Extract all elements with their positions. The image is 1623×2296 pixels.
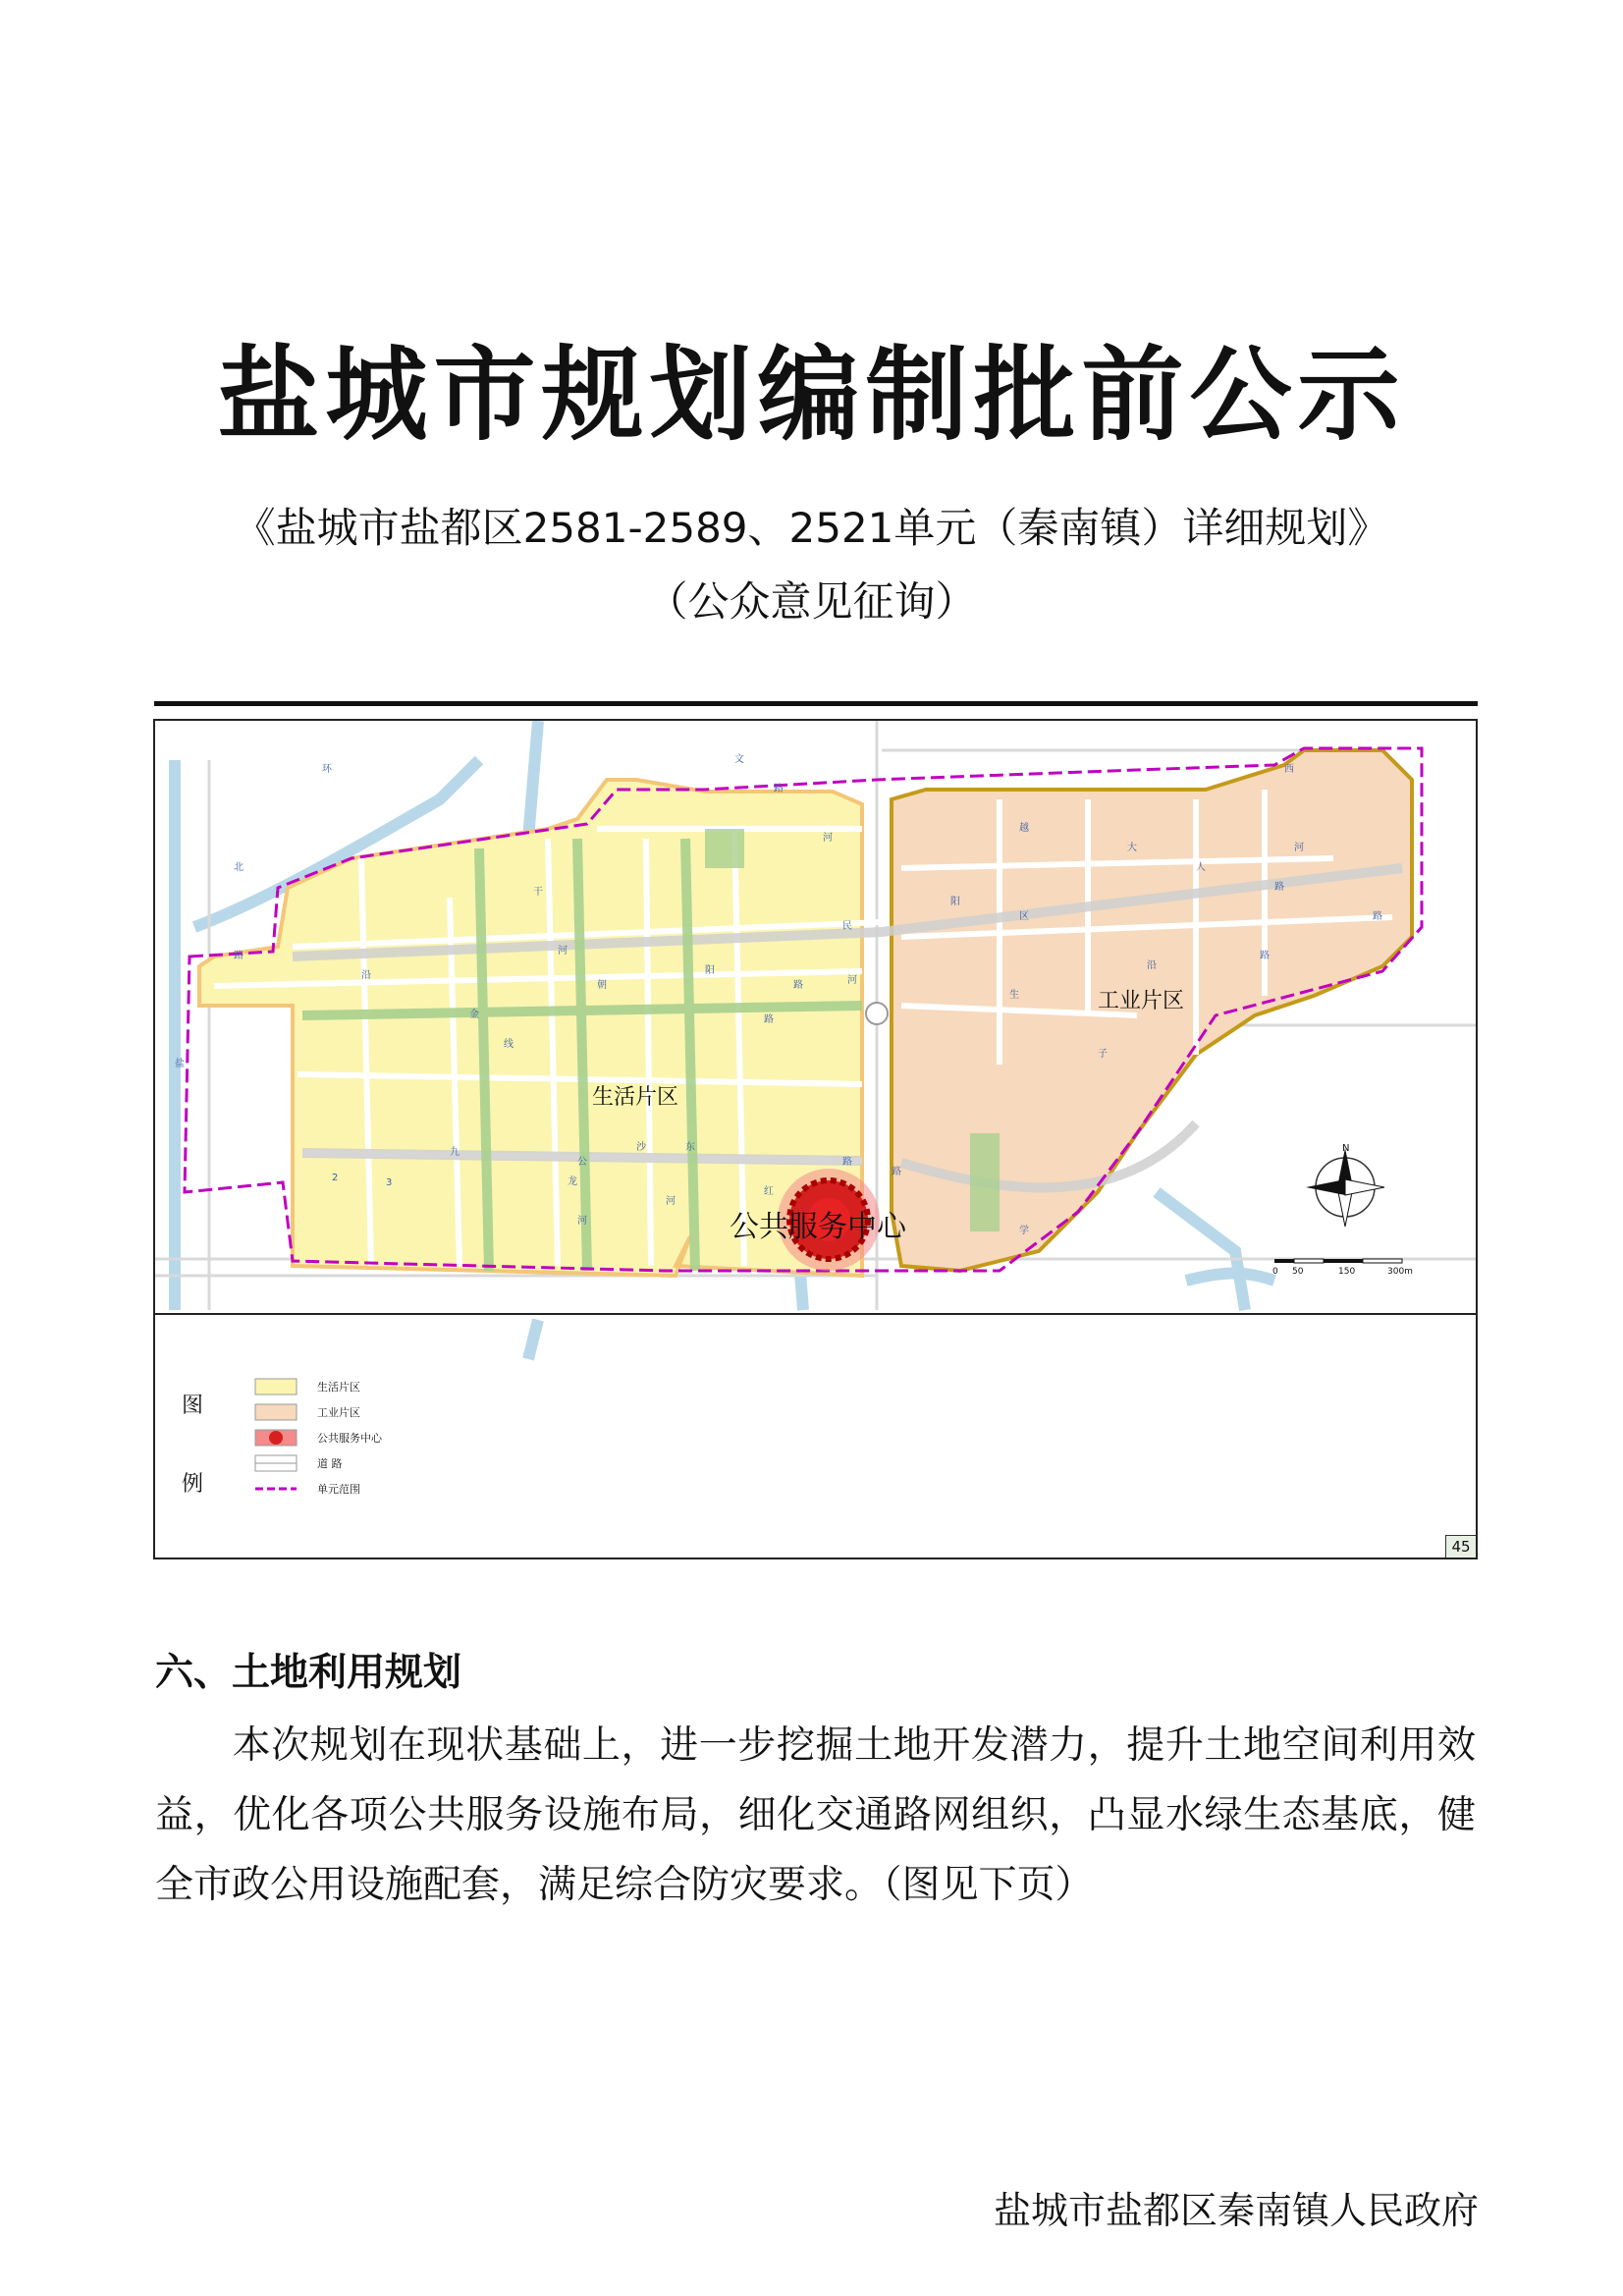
road-name-char: 越 (1019, 823, 1029, 834)
issuer-signature: 盐城市盐都区秦南镇人民政府 (993, 2189, 1479, 2232)
road-name-char: 区 (1019, 911, 1029, 922)
road-name-char: 盐 (175, 1059, 185, 1069)
road-name-char: 九 (450, 1147, 460, 1158)
road-name-char: 路 (793, 980, 803, 991)
scale-tick-300: 300m (1387, 1267, 1413, 1277)
plan-subtitle: 《盐城市盐都区2581-2589、2521单元（秦南镇）详细规划》 (234, 504, 1389, 552)
service-center-label: 公共服务中心 (730, 1210, 906, 1244)
road-name-char: 生 (1009, 990, 1019, 1001)
road-name-char: 路 (774, 784, 784, 794)
road-name-char: 人 (1196, 862, 1206, 873)
legend-item-industrial: 工业片区 (317, 1406, 360, 1419)
road-name-char: 北 (234, 862, 243, 873)
body-paragraph-text: 本次规划在现状基础上，进一步挖掘土地开发潜力，提升土地空间利用效益，优化各项公共服务设施布局，细化交通路网组织，凸显水绿生态基底，健全市政公用设施配套，满足综合防灾要求。（图见下页） (155, 1723, 1476, 1907)
road-name-char: 路 (234, 951, 243, 961)
legend-title-bottom: 例 (182, 1472, 204, 1497)
road-name-char: 河 (847, 975, 857, 986)
road-name-char: 沿 (1147, 960, 1157, 971)
legend-item-center: 公共服务中心 (317, 1432, 382, 1445)
road-name-char: 路 (1373, 911, 1382, 922)
road-name-char: 民 (842, 921, 852, 932)
road-name-char: 朝 (597, 980, 607, 991)
road-name-char: 沿 (361, 970, 371, 981)
road-name-char: 环 (322, 764, 332, 775)
road-name-char: 阳 (705, 965, 715, 976)
legend-item-living: 生活片区 (317, 1381, 360, 1394)
page-title: 盐城市规划编制批前公示 (217, 335, 1406, 455)
road-name-char: 西 (1284, 764, 1294, 775)
scale-bar (1274, 1259, 1402, 1263)
road-name-char: 河 (558, 946, 568, 957)
road-name-char: 线 (504, 1039, 514, 1050)
body-paragraph (155, 1711, 1476, 1920)
legend-item-road: 道 路 (317, 1457, 343, 1470)
scale-tick-150: 150 (1338, 1267, 1356, 1277)
road-name-char: 河 (823, 833, 833, 844)
legend-title-top: 图 (182, 1394, 204, 1418)
road-name-char: 学 (1019, 1226, 1029, 1236)
road-name-char: 河 (1294, 843, 1304, 853)
north-label: N (1342, 1143, 1350, 1154)
road-name-char: 路 (842, 1157, 852, 1168)
road-name-char: 子 (1098, 1049, 1108, 1060)
road-name-char: 红 (764, 1186, 774, 1197)
industrial-zone-label: 工业片区 (1098, 989, 1185, 1013)
road-name-char: 沙 (636, 1142, 646, 1153)
road-name-char: 2 (332, 1173, 339, 1183)
living-zone-label: 生活片区 (592, 1085, 679, 1110)
scale-tick-0: 0 (1272, 1267, 1278, 1277)
title-divider (154, 701, 1478, 706)
legend-item-boundary: 单元范围 (317, 1483, 360, 1496)
road-name-char: 公 (577, 1157, 587, 1168)
road-name-char: 干 (533, 887, 543, 898)
scale-tick-50: 50 (1292, 1267, 1304, 1277)
road-name-char: 阳 (950, 897, 960, 907)
road-name-char: 路 (1260, 951, 1270, 961)
road-name-char: 路 (1274, 882, 1284, 893)
road-name-char: 金 (469, 1010, 479, 1020)
road-name-char: 文 (734, 754, 744, 765)
road-name-char: 大 (1127, 843, 1137, 853)
road-name-char: 东 (685, 1142, 695, 1153)
road-name-char: 路 (764, 1014, 774, 1025)
section-heading: 六、土地利用规划 (155, 1651, 462, 1695)
page-number: 45 (1445, 1535, 1476, 1558)
road-name-char: 龙 (568, 1176, 577, 1187)
road-name-char: 3 (386, 1177, 393, 1188)
land-use-map (153, 719, 1478, 1559)
road-name-char: 路 (892, 1167, 901, 1177)
road-name-char: 河 (666, 1196, 676, 1207)
road-name-char: 河 (577, 1216, 587, 1227)
plan-subtitle-note: （公众意见征询） (646, 577, 977, 626)
